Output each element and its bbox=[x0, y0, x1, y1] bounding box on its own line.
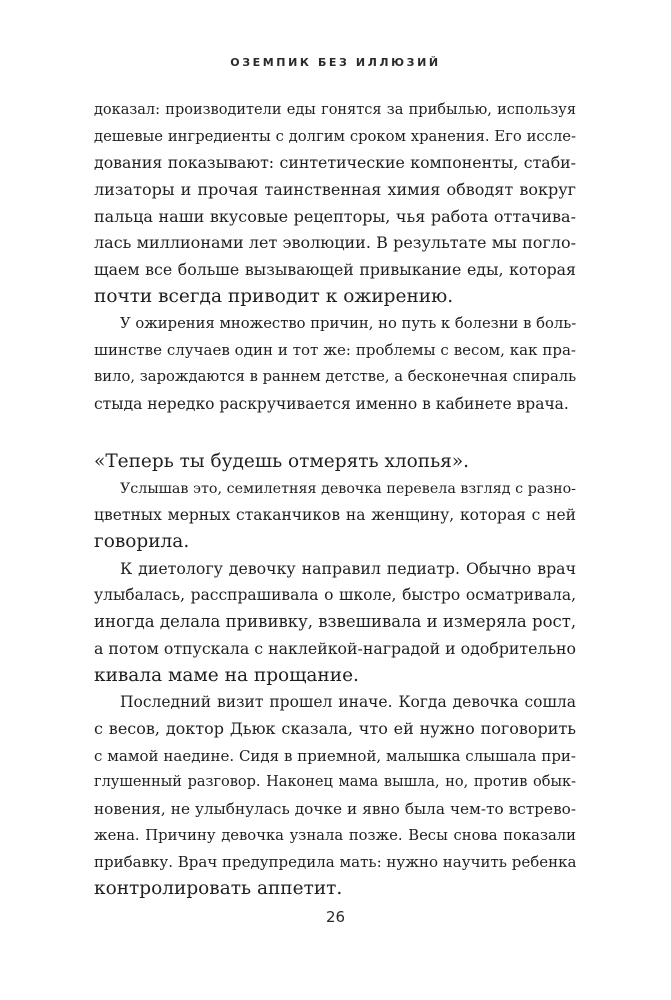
text-line: вило, зарождаются в раннем детстве, а бесконечная спираль bbox=[94, 367, 577, 385]
text-line: Последний визит прошел иначе. Когда девочка сошла bbox=[120, 693, 576, 712]
text-line: жена. Причину девочка узнала позже. Весы снова показали bbox=[94, 826, 576, 844]
text-line: кивала маме на прощание. bbox=[94, 664, 359, 686]
text-line: «Теперь ты будешь отмерять хлопья». bbox=[94, 451, 470, 472]
text-line: У ожирения множество причин, но путь к болезни в боль- bbox=[120, 314, 577, 332]
text-line: щаем все больше вызывающей привыкание еды, которая bbox=[94, 260, 576, 280]
text-line: а потом отпускала с наклейкой-наградой и одобрительно bbox=[94, 638, 576, 658]
text-line: прибавку. Врач предупредила мать: нужно научить ребенка bbox=[94, 853, 577, 872]
text-line: доказал: производители еды гонятся за прибылью, используя bbox=[94, 102, 576, 118]
text-line: говорила. bbox=[94, 531, 190, 553]
running-title: ОЗЕМПИК БЕЗ ИЛЛЮЗИЙ bbox=[230, 56, 441, 69]
text-line: с весов, доктор Дьюк сказала, что ей нужно поговорить bbox=[94, 718, 576, 738]
text-line: шинстве случаев один и тот же: проблемы с весом, как пра- bbox=[94, 341, 576, 360]
text-section-2 bbox=[94, 449, 576, 903]
page-number: 26 bbox=[325, 908, 346, 926]
text-line: дования показывают: синтетические компоненты, стаби- bbox=[94, 153, 576, 173]
text-line: пальца наши вкусовые рецепторы, чья работа оттачива- bbox=[94, 206, 576, 226]
text-line: почти всегда приводит к ожирению. bbox=[94, 285, 454, 307]
text-line: новения, не улыбнулась дочке и явно была чем-то встрево- bbox=[94, 799, 576, 818]
text-line: лась миллионами лет эволюции. В результате мы поглo- bbox=[94, 233, 576, 253]
text-line: дешевые ингредиенты с долгим сроком хранения. Его иссле- bbox=[94, 127, 576, 145]
text-line: стыда нередко раскручивается именно в кабинете врача. bbox=[94, 394, 569, 413]
text-line: глушенный разговор. Наконец мама вышла, но, против обык- bbox=[94, 774, 576, 791]
text-line: с мамой наедине. Сидя в приемной, малышка слышала при- bbox=[94, 746, 576, 765]
text-line: контролировать аппетит. bbox=[94, 878, 343, 899]
text-line: иногда делала прививку, взвешивала и измеряла рост, bbox=[94, 612, 577, 632]
text-line: Услышав это, семилетняя девочка перевела взгляд с разно- bbox=[120, 480, 576, 497]
text-line: улыбалась, расспрашивала о школе, быстро осматривала, bbox=[94, 586, 576, 605]
text-line: К диетологу девочку направил педиатр. Обычно врач bbox=[120, 558, 576, 578]
text-section-1 bbox=[94, 97, 576, 417]
text-line: лизаторы и прочая таинственная химия обводят вокруг bbox=[94, 180, 576, 200]
text-line: цветных мерных стаканчиков на женщину, которая с ней bbox=[94, 506, 576, 525]
